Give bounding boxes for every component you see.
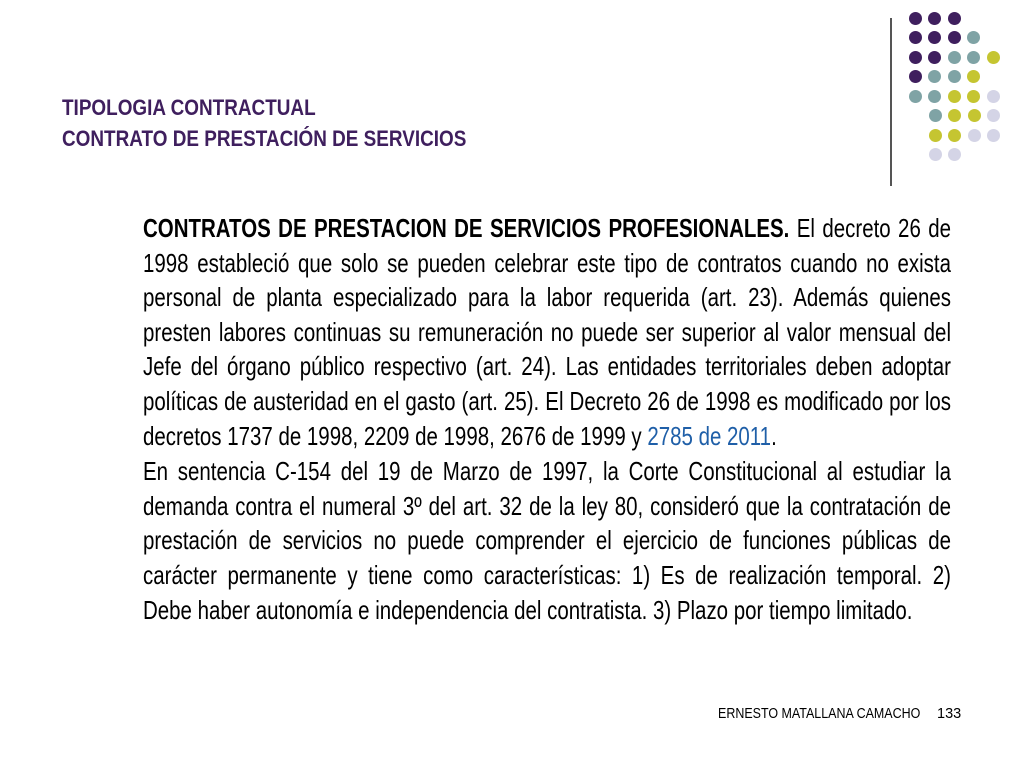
decorative-dot — [928, 90, 941, 103]
decorative-dot — [929, 129, 942, 142]
decorative-dot — [909, 90, 922, 103]
decree-link[interactable]: 2785 de 2011 — [647, 422, 772, 451]
decorative-dot — [967, 51, 980, 64]
decorative-dot — [967, 70, 980, 83]
decorative-dot — [948, 12, 961, 25]
decorative-dot — [968, 129, 981, 142]
decorative-dot — [987, 51, 1000, 64]
footer-author: ERNESTO MATALLANA CAMACHO — [718, 706, 921, 722]
decorative-dot — [948, 90, 961, 103]
decorative-dot — [967, 90, 980, 103]
slide-body — [143, 212, 951, 628]
decorative-dot — [948, 148, 961, 161]
paragraph-text: El decreto 26 de 1998 estableció que solo se pueden celebrar este tipo de contratos cuando no exista personal de planta especializado para la labor requerida (art. 23). Además quienes presten labores continuas su remuneración no puede ser superior al valor mensual del Jefe del órgano público respectivo (art. 24). Las entidades territoriales deben adoptar políticas de austeridad en el gasto (art. 25). El Decreto 26 de 1998 es modificado por los decretos 1737 de 1998, 2209 de 1998, 2676 de 1999 y — [143, 215, 951, 451]
paragraph-heading: CONTRATOS DE PRESTACION DE SERVICIOS PROFESIONALES. — [143, 215, 790, 243]
paragraph-decreto — [143, 212, 951, 454]
decorative-dot — [909, 12, 922, 25]
page-number: 133 — [937, 706, 962, 722]
decorative-dot — [929, 109, 942, 122]
decorative-dot — [987, 129, 1000, 142]
decorative-dot — [909, 70, 922, 83]
decorative-dot — [928, 51, 941, 64]
decorative-dot — [929, 148, 942, 161]
decorative-dot — [987, 90, 1000, 103]
decorative-dot — [948, 129, 961, 142]
decorative-dot — [928, 70, 941, 83]
paragraph-end: . — [771, 422, 777, 451]
decorative-dot — [948, 31, 961, 44]
decorative-dot-grid — [0, 0, 1024, 170]
decorative-dot — [987, 109, 1000, 122]
decorative-dot — [909, 31, 922, 44]
slide-title-line-1: TIPOLOGIA CONTRACTUAL — [62, 95, 316, 120]
decorative-dot — [928, 12, 941, 25]
paragraph-sentencia: En sentencia C-154 del 19 de Marzo de 1997, la Corte Constitucional al estudiar la demanda contra el numeral 3º del art. 32 de la ley 80, consideró que la contratación de prestación de servicios no puede comprender el ejercicio de funciones públicas de carácter permanente y tiene como características: 1) Es de realización temporal. 2) Debe haber autonomía e independencia del contratista. 3) Plazo por tiempo limitado. — [143, 458, 951, 625]
decorative-dot — [968, 109, 981, 122]
decorative-dot — [967, 31, 980, 44]
decorative-dot — [928, 31, 941, 44]
decorative-dot — [948, 70, 961, 83]
slide-title-line-2: CONTRATO DE PRESTACIÓN DE SERVICIOS — [62, 126, 467, 151]
decorative-dot — [909, 51, 922, 64]
decorative-dot — [948, 109, 961, 122]
decorative-dot — [948, 51, 961, 64]
